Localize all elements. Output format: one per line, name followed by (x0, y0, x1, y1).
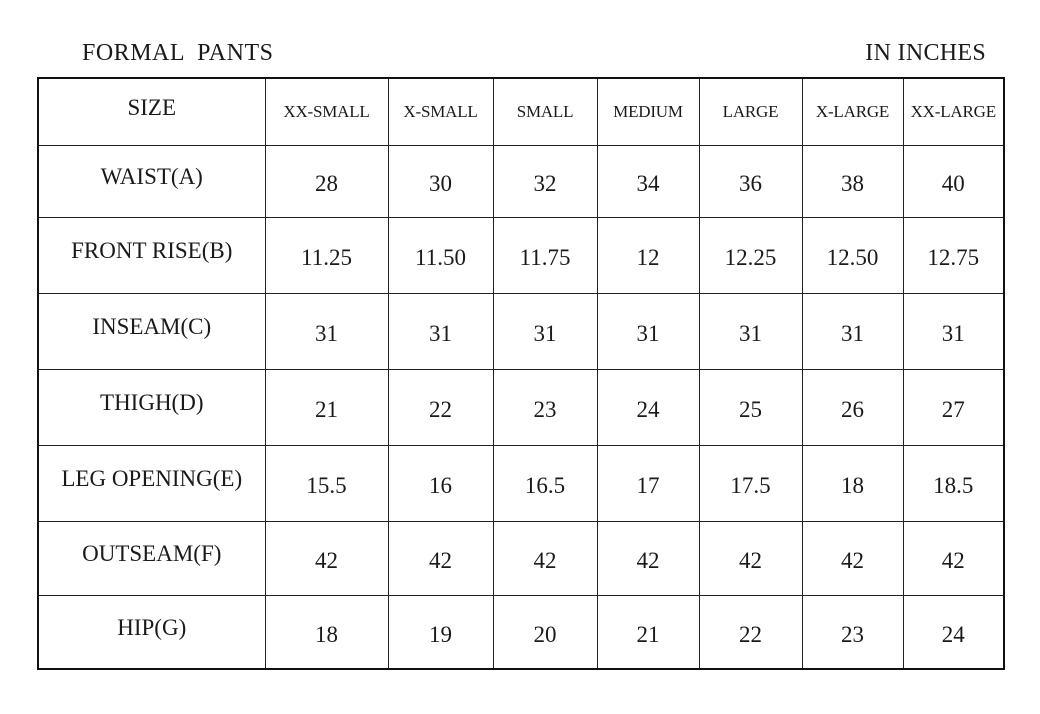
measurement-label: HIP(G) (38, 595, 265, 669)
table-cell: 32 (493, 145, 597, 217)
table-cell: 30 (388, 145, 493, 217)
table-cell: 26 (802, 369, 903, 445)
table-cell: 24 (597, 369, 699, 445)
size-column-header: XX-SMALL (265, 78, 388, 145)
size-header-label: SIZE (38, 78, 265, 145)
table-cell: 15.5 (265, 445, 388, 521)
table-cell: 31 (388, 293, 493, 369)
table-cell: 11.75 (493, 217, 597, 293)
table-row (38, 217, 1004, 293)
table-cell: 36 (699, 145, 802, 217)
size-column-header: XX-LARGE (903, 78, 1004, 145)
table-cell: 18.5 (903, 445, 1004, 521)
table-cell: 42 (265, 521, 388, 595)
table-cell: 28 (265, 145, 388, 217)
table-cell: 42 (699, 521, 802, 595)
table-cell: 27 (903, 369, 1004, 445)
table-cell: 31 (265, 293, 388, 369)
header-row (38, 78, 1004, 145)
table-cell: 31 (597, 293, 699, 369)
measurement-label: LEG OPENING(E) (38, 445, 265, 521)
table-row (38, 145, 1004, 217)
table-cell: 20 (493, 595, 597, 669)
table-cell: 12.25 (699, 217, 802, 293)
table-cell: 11.25 (265, 217, 388, 293)
table-cell: 19 (388, 595, 493, 669)
measurement-label: THIGH(D) (38, 369, 265, 445)
table-cell: 16 (388, 445, 493, 521)
table-cell: 22 (388, 369, 493, 445)
table-cell: 24 (903, 595, 1004, 669)
table-row (38, 369, 1004, 445)
measurement-label: OUTSEAM(F) (38, 521, 265, 595)
size-column-header: LARGE (699, 78, 802, 145)
chart-title: FORMAL PANTS (82, 40, 274, 66)
table-cell: 23 (493, 369, 597, 445)
table-cell: 21 (597, 595, 699, 669)
table-cell: 17 (597, 445, 699, 521)
table-cell: 42 (388, 521, 493, 595)
table-cell: 42 (802, 521, 903, 595)
table-cell: 25 (699, 369, 802, 445)
table-row (38, 293, 1004, 369)
table-cell: 31 (493, 293, 597, 369)
measurement-label: FRONT RISE(B) (38, 217, 265, 293)
table-cell: 42 (493, 521, 597, 595)
table-cell: 23 (802, 595, 903, 669)
table-cell: 12.50 (802, 217, 903, 293)
table-cell: 18 (265, 595, 388, 669)
table-row (38, 595, 1004, 669)
table-cell: 40 (903, 145, 1004, 217)
table-cell: 16.5 (493, 445, 597, 521)
table-cell: 42 (903, 521, 1004, 595)
table-cell: 31 (903, 293, 1004, 369)
table-cell: 21 (265, 369, 388, 445)
table-cell: 38 (802, 145, 903, 217)
measurement-label: WAIST(A) (38, 145, 265, 217)
table-cell: 22 (699, 595, 802, 669)
table-cell: 18 (802, 445, 903, 521)
table-cell: 31 (699, 293, 802, 369)
table-cell: 34 (597, 145, 699, 217)
table-cell: 12 (597, 217, 699, 293)
table-row (38, 445, 1004, 521)
unit-note: IN INCHES (865, 40, 986, 66)
table-cell: 42 (597, 521, 699, 595)
size-chart-table (37, 77, 1005, 670)
table-cell: 17.5 (699, 445, 802, 521)
measurement-label: INSEAM(C) (38, 293, 265, 369)
table-row (38, 521, 1004, 595)
table-cell: 12.75 (903, 217, 1004, 293)
size-column-header: SMALL (493, 78, 597, 145)
size-column-header: X-LARGE (802, 78, 903, 145)
table-cell: 11.50 (388, 217, 493, 293)
size-column-header: MEDIUM (597, 78, 699, 145)
table-cell: 31 (802, 293, 903, 369)
size-column-header: X-SMALL (388, 78, 493, 145)
